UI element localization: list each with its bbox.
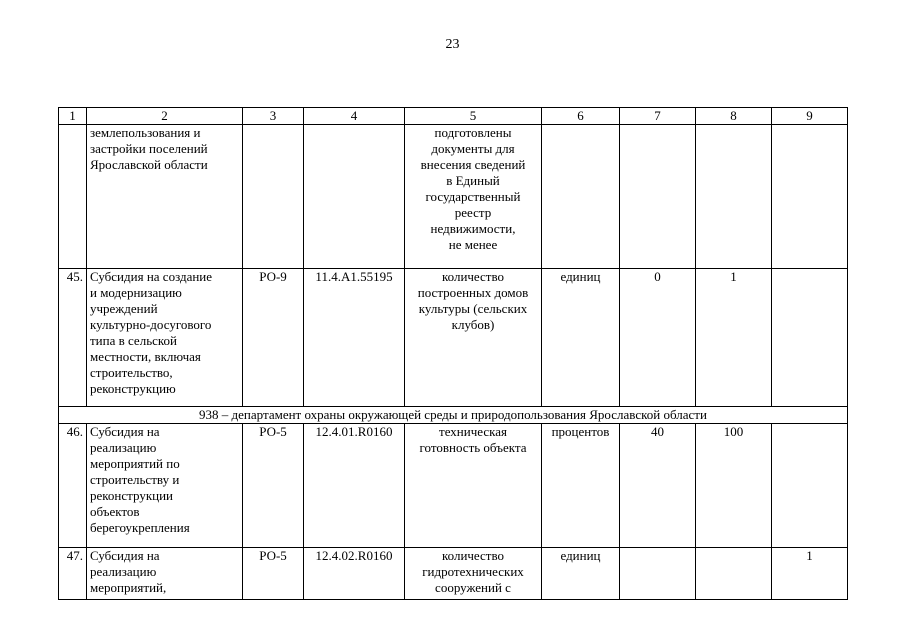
value-col8: 100 bbox=[696, 424, 772, 548]
value-col8 bbox=[696, 548, 772, 600]
section-row bbox=[59, 407, 848, 424]
subsidy-name: землепользования и застройки поселений Ярославской области bbox=[87, 125, 243, 269]
table-row bbox=[59, 548, 848, 600]
row-number: 45. bbox=[59, 269, 87, 407]
program-code: РО-5 bbox=[243, 548, 304, 600]
unit: единиц bbox=[542, 269, 620, 407]
indicator-name: количество гидротехнических сооружений с bbox=[405, 548, 542, 600]
value-col8 bbox=[696, 125, 772, 269]
value-col7 bbox=[620, 125, 696, 269]
budget-code bbox=[304, 125, 405, 269]
table-row bbox=[59, 125, 848, 269]
column-header: 3 bbox=[243, 108, 304, 125]
value-col7: 0 bbox=[620, 269, 696, 407]
table-header-row bbox=[59, 108, 848, 125]
unit: процентов bbox=[542, 424, 620, 548]
subsidy-name: Субсидия на реализацию мероприятий по строительству и реконструкции объектов берегоукрепления bbox=[87, 424, 243, 548]
column-header: 5 bbox=[405, 108, 542, 125]
unit bbox=[542, 125, 620, 269]
subsidy-name: Субсидия на реализацию мероприятий, bbox=[87, 548, 243, 600]
section-heading: 938 – департамент охраны окружающей среды и природопользования Ярославской области bbox=[59, 407, 848, 424]
indicator-name: техническая готовность объекта bbox=[405, 424, 542, 548]
column-header: 7 bbox=[620, 108, 696, 125]
page-number: 23 bbox=[445, 37, 460, 52]
value-col9: 1 bbox=[772, 548, 848, 600]
column-header: 8 bbox=[696, 108, 772, 125]
subsidy-name: Субсидия на создание и модернизацию учреждений культурно-досугового типа в сельской местности, включая строительство, реконструкцию bbox=[87, 269, 243, 407]
value-col9 bbox=[772, 269, 848, 407]
table-row bbox=[59, 424, 848, 548]
value-col7: 40 bbox=[620, 424, 696, 548]
row-number: 46. bbox=[59, 424, 87, 548]
indicator-name: подготовлены документы для внесения сведений в Единый государственный реестр недвижимости, не менее bbox=[405, 125, 542, 269]
column-header: 4 bbox=[304, 108, 405, 125]
unit: единиц bbox=[542, 548, 620, 600]
program-code bbox=[243, 125, 304, 269]
column-header: 2 bbox=[87, 108, 243, 125]
program-code: РО-9 bbox=[243, 269, 304, 407]
row-number: 47. bbox=[59, 548, 87, 600]
column-header: 6 bbox=[542, 108, 620, 125]
column-header: 9 bbox=[772, 108, 848, 125]
indicator-name: количество построенных домов культуры (сельских клубов) bbox=[405, 269, 542, 407]
budget-code: 12.4.02.R0160 bbox=[304, 548, 405, 600]
program-code: РО-5 bbox=[243, 424, 304, 548]
value-col9 bbox=[772, 125, 848, 269]
value-col7 bbox=[620, 548, 696, 600]
value-col8: 1 bbox=[696, 269, 772, 407]
row-number bbox=[59, 125, 87, 269]
value-col9 bbox=[772, 424, 848, 548]
budget-code: 12.4.01.R0160 bbox=[304, 424, 405, 548]
table-row bbox=[59, 269, 848, 407]
data-table bbox=[58, 107, 848, 600]
column-header: 1 bbox=[59, 108, 87, 125]
budget-code: 11.4.А1.55195 bbox=[304, 269, 405, 407]
